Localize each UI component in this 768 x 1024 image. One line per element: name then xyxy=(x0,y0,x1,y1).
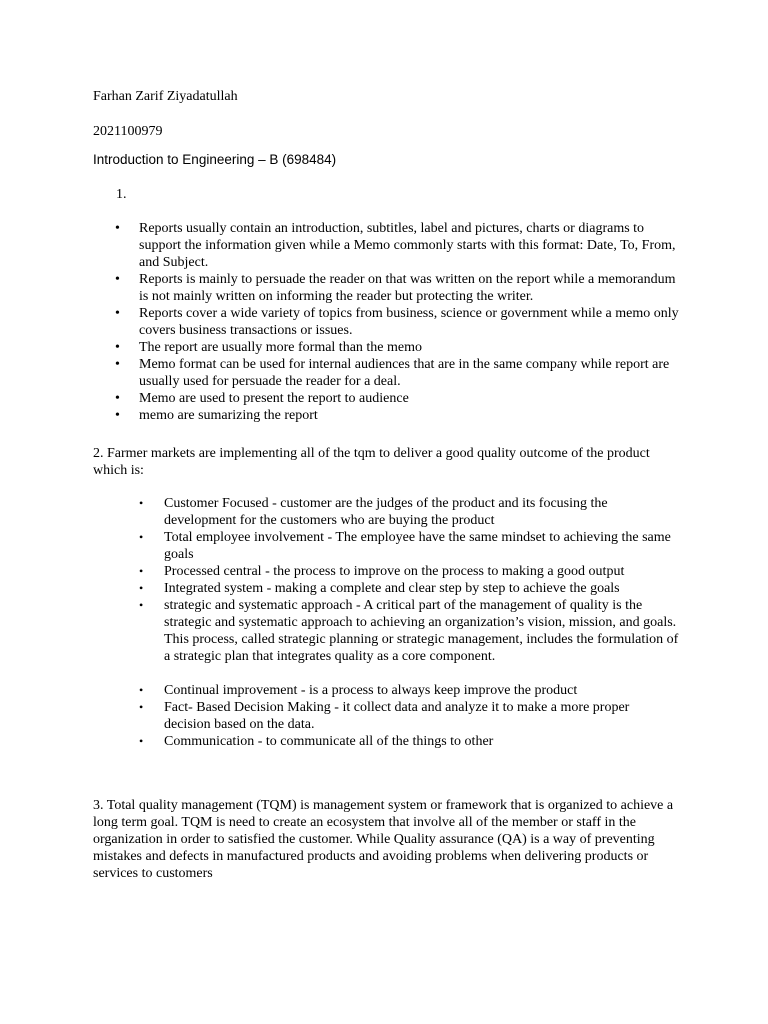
bullet-icon: • xyxy=(139,581,144,595)
list-item-text: Processed central - the process to improve on the process to making a good output xyxy=(164,564,625,579)
list-item xyxy=(115,305,684,339)
bullet-icon: • xyxy=(115,391,120,406)
question-2-list xyxy=(139,495,679,750)
question-2-intro: 2. Farmer markets are implementing all of the tqm to deliver a good quality outcome of the product which is: xyxy=(93,446,650,478)
list-item xyxy=(139,495,679,529)
list-item-text: Memo are used to present the report to audience xyxy=(139,391,409,406)
list-item xyxy=(139,733,679,750)
list-item-text: The report are usually more formal than the memo xyxy=(139,340,423,355)
list-item xyxy=(115,271,684,305)
list-item xyxy=(139,597,679,682)
list-item xyxy=(139,580,679,597)
bullet-icon: • xyxy=(115,272,120,287)
course-title: Introduction to Engineering – B (698484) xyxy=(93,152,337,167)
question-1-number: 1. xyxy=(116,187,127,202)
list-item-text: Integrated system - making a complete and clear step by step to achieve the goals xyxy=(164,581,620,596)
bullet-icon: • xyxy=(115,340,120,355)
list-item-text: Total employee involvement - The employee have the same mindset to achieving the same goals xyxy=(164,530,671,562)
list-item-text: Memo format can be used for internal audiences that are in the same company while report are usually used for persuade the reader for a deal. xyxy=(139,357,670,389)
question-3-answer: 3. Total quality management (TQM) is management system or framework that is organized to achieve a long term goal. TQM is need to create an ecosystem that involve all of the member or staff in the organization in order to satisfied the customer. While Quality assurance (QA) is a way of preventing mistakes and defects in manufactured products and avoiding problems when delivering products or services to customers xyxy=(93,798,674,881)
list-item xyxy=(115,390,684,407)
list-item-text: strategic and systematic approach - A critical part of the management of quality is the strategic and systematic approach to achieving an organization’s vision, mission, and goals. This process, called strategic planning or strategic management, includes the formulation of a strategic plan that integrates quality as a core component. xyxy=(164,598,679,664)
bullet-icon: • xyxy=(139,734,144,748)
bullet-icon: • xyxy=(115,357,120,372)
list-item-text: Reports usually contain an introduction, subtitles, label and pictures, charts or diagrams to support the information given while a Memo commonly starts with this format: Date, To, From, and Subject. xyxy=(139,221,676,270)
list-item-text: Fact- Based Decision Making - it collect data and analyze it to make a more proper decision based on the data. xyxy=(164,700,630,732)
bullet-icon: • xyxy=(139,530,144,544)
list-item xyxy=(115,339,684,356)
list-item xyxy=(115,407,684,424)
list-item-text: memo are sumarizing the report xyxy=(139,408,318,423)
list-item-text: Continual improvement - is a process to always keep improve the product xyxy=(164,683,578,698)
bullet-icon: • xyxy=(139,598,144,612)
list-item xyxy=(115,356,684,390)
list-item xyxy=(139,529,679,563)
bullet-icon: • xyxy=(139,496,144,510)
list-item xyxy=(139,563,679,580)
list-item-text: Reports cover a wide variety of topics from business, science or government while a memo only covers business transactions or issues. xyxy=(139,306,679,338)
list-item xyxy=(139,699,679,733)
list-item-text: Reports is mainly to persuade the reader on that was written on the report while a memorandum is not mainly written on informing the reader but protecting the writer. xyxy=(139,272,676,304)
bullet-icon: • xyxy=(139,683,144,697)
bullet-icon: • xyxy=(115,221,120,236)
list-item-text: Communication - to communicate all of the things to other xyxy=(164,734,494,749)
bullet-icon: • xyxy=(139,564,144,578)
list-item xyxy=(115,220,684,271)
bullet-icon: • xyxy=(139,700,144,714)
bullet-icon: • xyxy=(115,306,120,321)
list-item-text: Customer Focused - customer are the judges of the product and its focusing the development for the customers who are buying the product xyxy=(164,496,608,528)
student-id: 2021100979 xyxy=(93,124,163,139)
author-name: Farhan Zarif Ziyadatullah xyxy=(93,89,238,104)
question-1-list xyxy=(115,220,684,424)
list-item xyxy=(139,682,679,699)
bullet-icon: • xyxy=(115,408,120,423)
